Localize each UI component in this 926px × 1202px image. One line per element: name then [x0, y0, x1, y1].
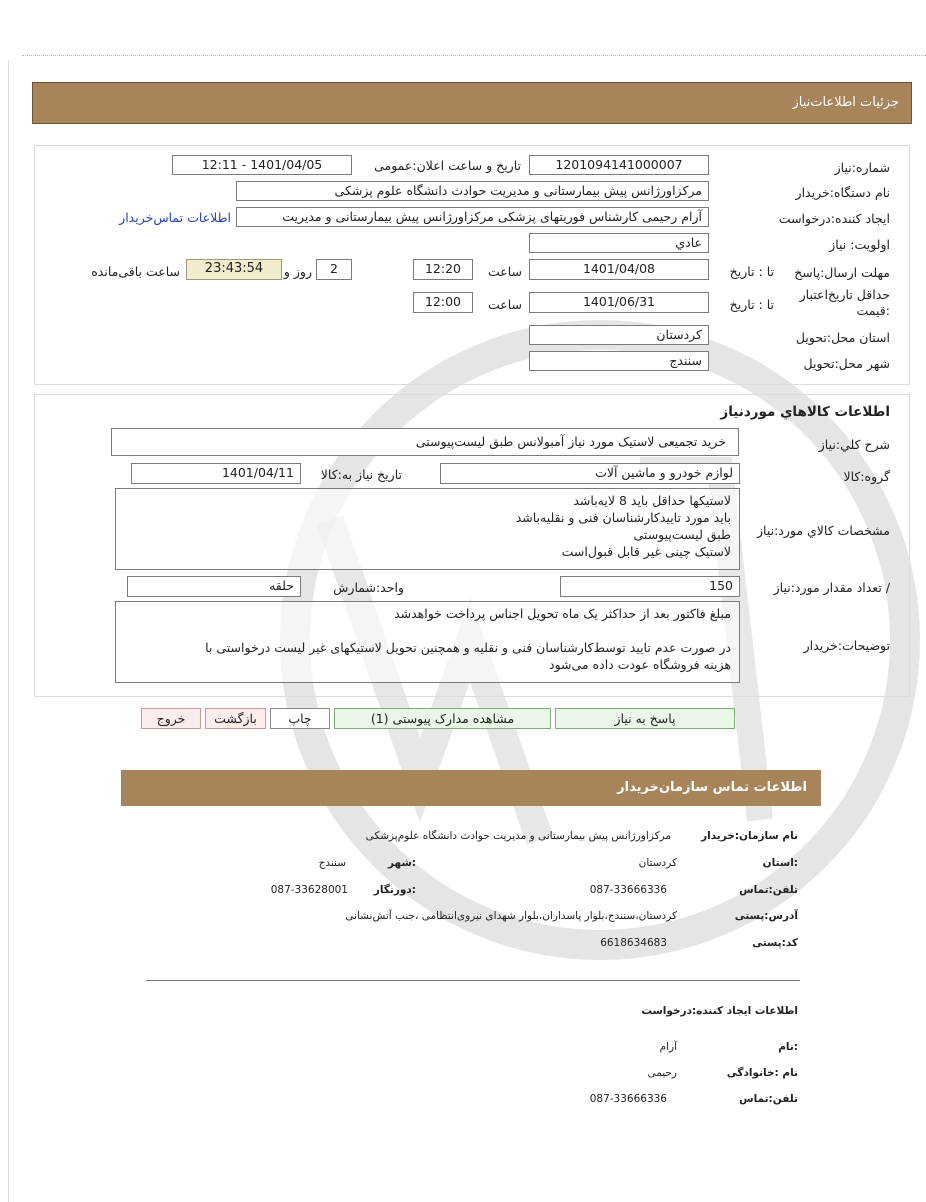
- notes-label: توضیحات:خریدار: [803, 638, 890, 653]
- creator-phone-label: تلفن:تماس: [739, 1093, 798, 1105]
- contact-header-bar: [121, 770, 821, 806]
- note-line: [124, 622, 731, 639]
- attachments-button[interactable]: مشاهده مدارک پیوستی (1): [334, 708, 551, 729]
- need-date-label: تاريخ نياز به:کالا: [320, 467, 402, 482]
- announce-field: 1401/04/05 - 12:11: [172, 155, 352, 175]
- phone-label: تلفن:تماس: [739, 884, 798, 896]
- days-label: روز و: [283, 264, 312, 279]
- validity-date-field: 1401/06/31: [529, 292, 709, 313]
- contact-city-label: :شهر: [388, 857, 416, 869]
- goods-section-title: اطلاعات کالاهاي موردنياز: [720, 404, 890, 420]
- remaining-time-counter: 23:43:54: [186, 259, 282, 280]
- creator-family-value: رحیمی: [647, 1067, 677, 1079]
- summary-field: خرید تجمیعی لاستیک مورد نیاز آمبولانس طبق لیست‌پیوستی: [111, 428, 739, 456]
- creator-label: ایجاد کننده:درخواست: [778, 211, 890, 226]
- need-number-field: 1201094141000007: [529, 155, 709, 175]
- postal-value: 6618634683: [600, 937, 667, 949]
- fax-label: :دورنگار: [373, 884, 416, 896]
- org-label: نام سازمان:خریدار: [701, 830, 798, 842]
- spec-line: باید مورد تاییدکارشناسان فنی و نقلیه‌باشد: [515, 510, 731, 525]
- validity-label-2: :قیمت: [856, 303, 890, 318]
- need-date-field: 1401/04/11: [131, 463, 301, 484]
- creator-phone-value: 087-33666336: [589, 1093, 667, 1105]
- fax-value: 087-33628001: [270, 884, 348, 896]
- phone-value: 087-33666336: [589, 884, 667, 896]
- print-button[interactable]: چاپ: [270, 708, 330, 729]
- back-button[interactable]: بازگشت: [205, 708, 266, 729]
- note-line: در صورت عدم تایید توسط‌کارشناسان فنی و نقلیه و همچنین تحویل لاستیکهای غیر لیست درخواستی با: [205, 640, 731, 655]
- summary-label: شرح کلي:نياز: [818, 437, 890, 452]
- details-header-bar: [32, 82, 912, 124]
- deadline-label: مهلت ارسال:پاسخ: [794, 265, 890, 280]
- creator-name-label: :نام: [778, 1041, 798, 1053]
- spec-line: طبق لیست‌پیوستی: [633, 527, 731, 542]
- deadline-to-date-label: تا : تاریخ: [729, 264, 774, 279]
- validity-time-field: 12:00: [413, 292, 473, 313]
- contact-province-label: :استان: [762, 857, 798, 869]
- validity-hour-label: ساعت: [487, 297, 522, 312]
- creator-section-title: اطلاعات ایجاد کننده:درخواست: [641, 1005, 798, 1017]
- creator-name-value: آرام: [659, 1041, 677, 1053]
- exit-button[interactable]: خروج: [141, 708, 201, 729]
- unit-label: واحد:شمارش: [333, 580, 404, 595]
- details-header-title: جزئیات اطلاعات‌نیاز: [792, 95, 899, 110]
- validity-to-date-label: تا : تاریخ: [729, 297, 774, 312]
- org-value: مرکزاورژانس پیش بیمارستانی و مدیریت حوادث دانشگاه علوم‌پزشکی: [365, 830, 671, 842]
- remaining-label: ساعت باقی‌مانده: [91, 264, 180, 279]
- announce-label: تاريخ و ساعت اعلان:عمومی: [374, 158, 521, 173]
- priority-field: عادي: [529, 233, 709, 253]
- creator-family-label: نام :خانوادگی: [726, 1067, 798, 1079]
- priority-label: اولویت: نیاز: [829, 237, 890, 252]
- deadline-date-field: 1401/04/08: [529, 259, 709, 280]
- reply-button[interactable]: پاسخ به نیاز: [555, 708, 735, 729]
- address-label: آدرس:پستی: [734, 910, 798, 922]
- quantity-field: 150: [560, 576, 740, 597]
- spec-line: لاستیکها حداقل باید 8 لایه‌باشد: [573, 493, 731, 508]
- note-line: مبلغ فاکتور بعد از حداکثر یک ماه تحویل اجناس پرداخت خواهدشد: [394, 606, 731, 621]
- validity-label-1: حداقل تاريخ‌اعتبار: [799, 287, 890, 302]
- deadline-time-field: 12:20: [413, 259, 473, 280]
- city-field: سنندج: [529, 351, 709, 371]
- buyer-contact-link[interactable]: اطلاعات تماس‌خریدار: [119, 210, 231, 225]
- buyer-org-label: نام دستگاه:خریدار: [795, 185, 890, 200]
- unit-field: حلقه: [127, 576, 301, 597]
- quantity-label: / تعداد مقدار مورد:نياز: [773, 580, 890, 595]
- group-label: گروه:کالا: [843, 469, 890, 484]
- province-label: استان محل:تحویل: [795, 330, 890, 345]
- postal-label: کد:پستی: [752, 937, 798, 949]
- note-line: هزینه فروشگاه عودت داده می‌شود: [549, 657, 731, 672]
- specs-textarea: [115, 488, 740, 570]
- group-field: لوازم خودرو و ماشین آلات: [440, 463, 740, 484]
- days-field: 2: [316, 259, 352, 280]
- contact-divider: [146, 980, 800, 981]
- specs-label: مشخصات کالاي مورد:نياز: [756, 523, 890, 538]
- notes-textarea: [115, 601, 740, 683]
- deadline-hour-label: ساعت: [487, 264, 522, 279]
- spec-line: لاستیک چینی غیر قابل قبول‌است: [561, 544, 731, 559]
- creator-field: آرام رحیمی کارشناس فوریتهای پزشکی مرکزاورژانس پیش بیمارستانی و مدیریت: [236, 207, 709, 227]
- contact-header-title: اطلاعات تماس سازمان‌خریدار: [617, 780, 807, 795]
- contact-province-value: کردستان: [638, 857, 677, 869]
- buyer-org-field: مرکزاورژانس پیش بیمارستانی و مدیریت حوادث دانشگاه علوم پزشکی: [236, 181, 709, 201]
- need-number-label: شماره:نیاز: [834, 160, 890, 175]
- city-label: شهر محل:تحویل: [803, 356, 890, 371]
- province-field: کردستان: [529, 325, 709, 345]
- address-value: کردستان،سنندج،بلوار پاسداران،بلوار شهدای نیروی‌انتظامی ،جنب آتش‌نشانی: [345, 910, 677, 922]
- contact-city-value: سنندج: [318, 857, 346, 869]
